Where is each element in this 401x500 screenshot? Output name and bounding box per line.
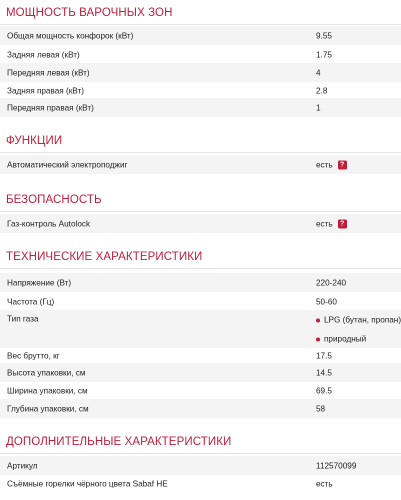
spec-value-option xyxy=(316,335,366,344)
spec-value: 112570099 xyxy=(316,461,357,470)
spec-label: Общая мощность конфорок (кВт) xyxy=(7,31,134,40)
help-icon[interactable]: ? xyxy=(338,219,347,228)
spec-label: Напряжение (Вт) xyxy=(7,278,72,287)
spec-value: 1 xyxy=(316,103,321,112)
section-title-additional: ДОПОЛНИТЕЛЬНЫЕ ХАРАКТЕРИСТИКИ xyxy=(6,436,232,448)
spec-row-rear-left xyxy=(0,45,401,64)
section-divider xyxy=(0,211,401,212)
spec-value-text: есть xyxy=(316,219,333,228)
spec-row-article xyxy=(0,456,401,475)
spec-label: Передняя левая (кВт) xyxy=(7,68,90,77)
spec-value-text: есть xyxy=(316,160,333,169)
spec-label: Задняя левая (кВт) xyxy=(7,50,80,59)
spec-label: Газ-контроль Autolock xyxy=(7,219,91,228)
spec-value: 69.5 xyxy=(316,386,332,395)
spec-label: Артикул xyxy=(7,461,38,470)
spec-row-gas-control xyxy=(0,214,401,233)
spec-value-text: природный xyxy=(324,334,367,344)
section-divider xyxy=(0,24,401,25)
section-title-functions: ФУНКЦИИ xyxy=(6,135,63,147)
section-divider xyxy=(0,268,401,269)
spec-label: Глубина упаковки, см xyxy=(7,404,89,413)
spec-value: 1.75 xyxy=(316,50,332,59)
spec-row-front-right xyxy=(0,98,401,117)
spec-row-auto-ignition xyxy=(0,155,401,174)
spec-row-total-power xyxy=(0,26,401,45)
spec-row-gas-type xyxy=(0,310,401,348)
spec-row-front-left xyxy=(0,63,401,82)
section-title-technical: ТЕХНИЧЕСКИЕ ХАРАКТЕРИСТИКИ xyxy=(6,251,203,263)
spec-label: Высота упаковки, см xyxy=(7,368,86,377)
spec-row-package-width xyxy=(0,381,401,400)
spec-value: 9.55 xyxy=(316,31,332,40)
spec-label: Тип газа xyxy=(7,314,39,324)
spec-row-removable-burners xyxy=(0,474,401,493)
spec-row-package-height xyxy=(0,363,401,382)
spec-value: 2.8 xyxy=(316,86,328,95)
bullet-dot-icon xyxy=(316,318,320,322)
spec-label: Передняя правая (кВт) xyxy=(7,103,94,112)
spec-label: Ширина упаковки, см xyxy=(7,386,88,395)
spec-value: 58 xyxy=(316,404,326,413)
spec-label: Автоматический электроподжиг xyxy=(7,160,128,169)
spec-value: есть xyxy=(316,479,333,488)
spec-value-option xyxy=(316,316,401,325)
spec-label: Задняя правая (кВт) xyxy=(7,86,84,95)
spec-value: 14.5 xyxy=(316,368,332,377)
section-divider xyxy=(0,453,401,454)
bullet-dot-icon xyxy=(316,337,320,341)
section-title-safety: БЕЗОПАСНОСТЬ xyxy=(6,194,102,206)
spec-row-package-depth xyxy=(0,399,401,418)
spec-label: Частота (Гц) xyxy=(7,297,55,306)
spec-value: 4 xyxy=(316,68,321,77)
spec-value-text: LPG (бутан, пропан) xyxy=(324,315,401,325)
spec-row-voltage xyxy=(0,273,401,292)
section-divider xyxy=(0,152,401,153)
spec-label: Вес брутто, кг xyxy=(7,351,60,360)
spec-value xyxy=(316,219,347,228)
section-title-cooking-zones: МОЩНОСТЬ ВАРОЧНЫХ ЗОН xyxy=(6,7,173,19)
spec-row-frequency xyxy=(0,292,401,311)
spec-label: Съёмные горелки чёрного цвета Sabaf HE xyxy=(7,479,168,488)
help-icon[interactable]: ? xyxy=(338,160,347,169)
spec-value xyxy=(316,160,347,169)
spec-value: 50-60 xyxy=(316,297,337,306)
spec-value: 17.5 xyxy=(316,351,332,360)
spec-value: 220-240 xyxy=(316,278,347,287)
